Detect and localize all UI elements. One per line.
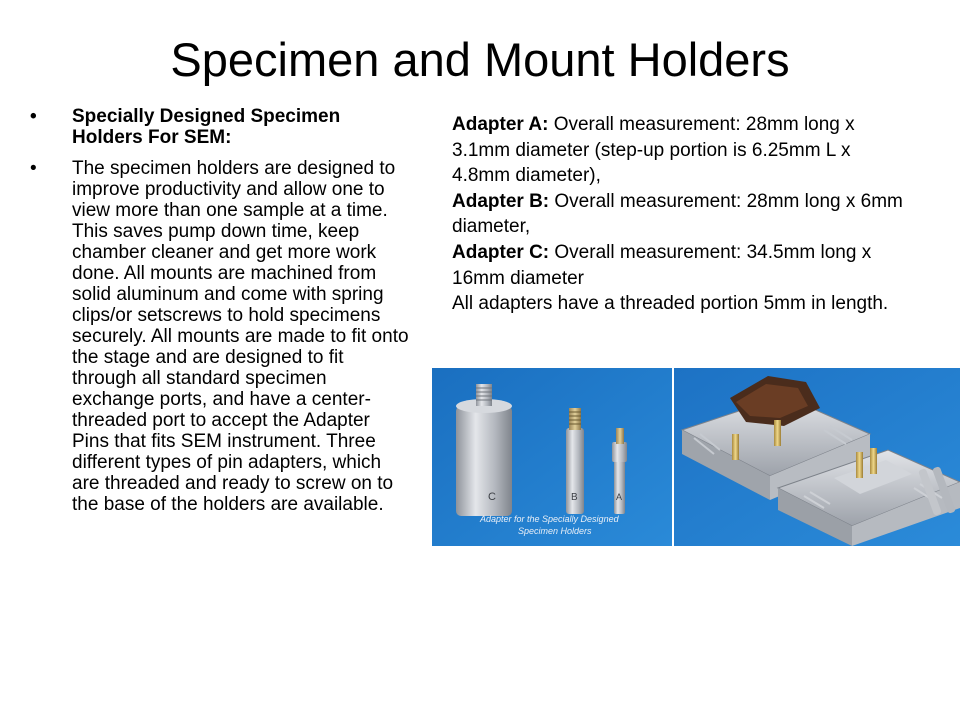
adapter-c-label: Adapter C: (452, 241, 550, 263)
adapter-c-text: Overall measurement: 34.5mm long x 16mm diameter (452, 241, 872, 289)
bullet-icon: • (30, 158, 37, 179)
adapter-specs (452, 112, 912, 317)
photo-caption-line1: Adapter for the Specially Designed (480, 514, 619, 524)
adapter-a-text: Overall measurement: 28mm long x 3.1mm diameter (step-up portion is 6.25mm L x 4.8mm diameter), (452, 114, 855, 187)
adapter-label-c: C (488, 491, 496, 503)
bullet-icon: • (30, 106, 37, 127)
adapter-b-label: Adapter B: (452, 190, 550, 212)
specimen-holders-photo (674, 368, 960, 546)
adapter-b-text: Overall measurement: 28mm long x 6mm diameter, (452, 190, 903, 238)
bullet-item-description (30, 158, 410, 515)
bullet-text: Specially Designed Specimen Holders For SEM: (72, 106, 341, 148)
slide-title: Specimen and Mount Holders (170, 33, 790, 86)
bullet-text: The specimen holders are designed to improve productivity and allow one to view more than one sample at a time. This saves pump down time, keep chamber cleaner and get more work done. All mounts are machined from solid aluminum and come with spring clips/or setscrews to hold specimens securely. All mounts are made to fit onto the stage and are designed to fit through all standard specimen exchange ports, and have a center-threaded port to accept the Adapter Pins that fits SEM instrument. Three different types of pin adapters, which are threaded and ready to screw on to the base of the holders are available. (72, 158, 409, 515)
photo-caption-line2: Specimen Holders (518, 526, 592, 536)
bullet-item-heading (30, 106, 410, 148)
adapter-label-b: B (571, 492, 578, 503)
adapter-pins-photo (432, 368, 672, 546)
bullet-list (30, 106, 410, 525)
adapter-label-a: A (616, 492, 623, 502)
adapter-note: All adapters have a threaded portion 5mm in length. (452, 293, 889, 315)
adapter-a-label: Adapter A: (452, 114, 549, 135)
